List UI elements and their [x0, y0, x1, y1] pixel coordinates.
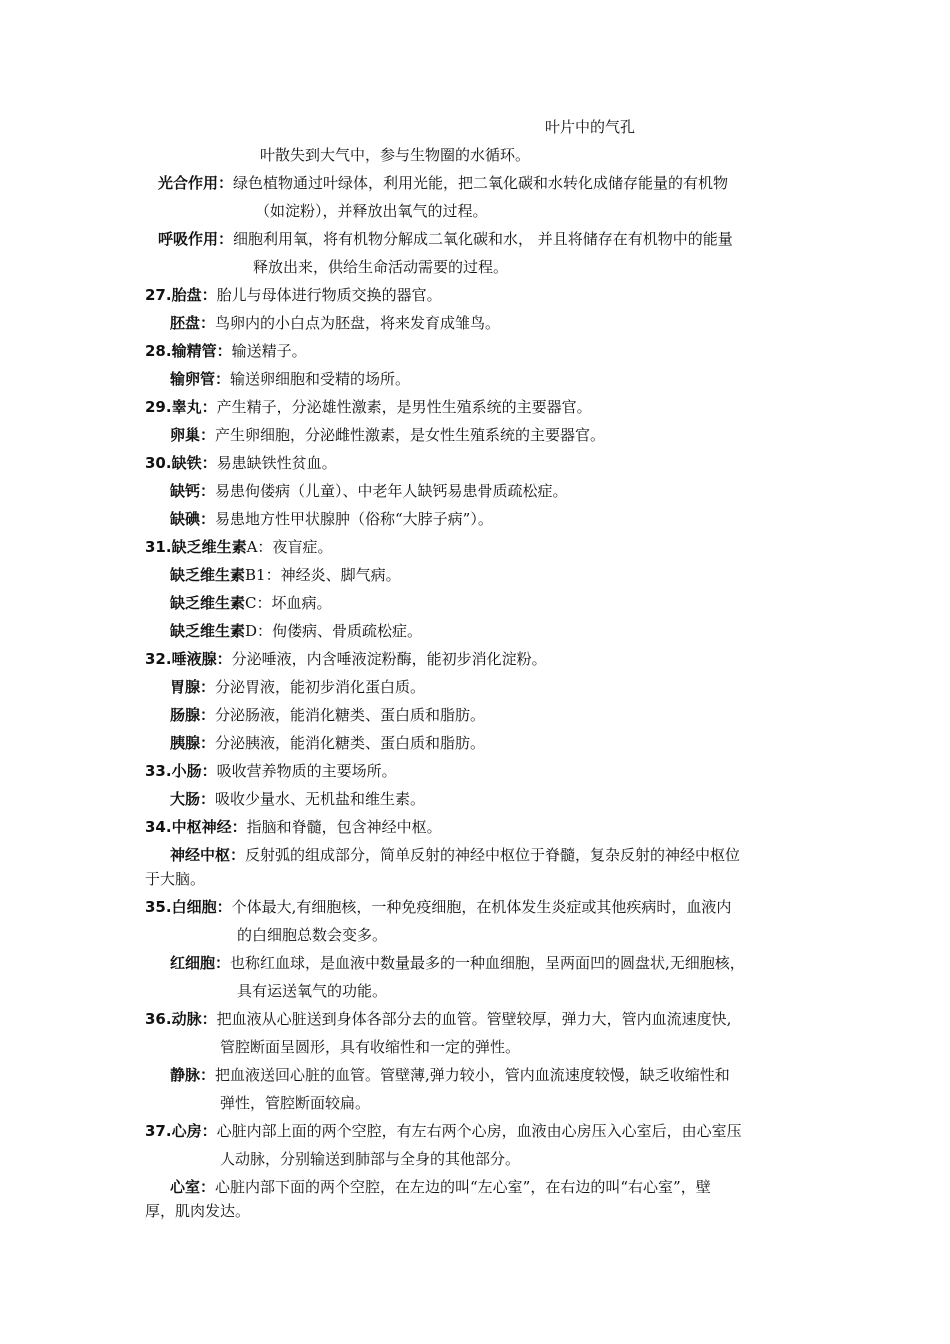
- entry-36a: [145, 1009, 731, 1029]
- entry-37b: [170, 1177, 711, 1197]
- definition-line: 厚，肌肉发达。: [145, 1202, 251, 1220]
- term-photosynthesis: 光合作用：: [158, 174, 234, 192]
- definition-line: 管腔断面呈圆形，具有收缩性和一定的弹性。: [220, 1038, 521, 1056]
- definition: 指脑和脊髓，包含神经中枢。: [246, 818, 442, 836]
- entry-number: 35.: [145, 898, 172, 916]
- entry-33b: [170, 789, 425, 809]
- term: 缺乏维生素: [170, 594, 246, 612]
- definition-line: 绿色植物通过叶绿体，利用光能，把二氧化碳和水转化成储存能量的有机物: [233, 174, 729, 192]
- definition: 吸收少量水、无机盐和维生素。: [215, 790, 426, 808]
- entry-number: 31.: [145, 538, 172, 556]
- definition-line: 把血液从心脏送到身体各部分去的血管。管壁较厚，弹力大，管内血流速度快,: [216, 1010, 732, 1028]
- entry-30a: [145, 453, 337, 473]
- definition: 吸收营养物质的主要场所。: [216, 762, 397, 780]
- definition: 易患佝偻病（儿童）、中老年人缺钙易患骨质疏松症。: [215, 482, 568, 500]
- entry-28a: [145, 341, 307, 361]
- term: 缺乏维生素: [170, 566, 246, 584]
- entry-number: 37.: [145, 1122, 172, 1140]
- entry-30b: [170, 481, 568, 501]
- figure-caption: 叶片中的气孔: [545, 118, 636, 136]
- entry-27a: [145, 285, 442, 305]
- term: 睾丸：: [171, 398, 217, 416]
- term: 胰腺：: [170, 734, 216, 752]
- definition: 鸟卵内的小白点为胚盘，将来发育成雏鸟。: [215, 314, 501, 332]
- definition-line: 释放出来，供给生命活动需要的过程。: [253, 258, 509, 276]
- definition: 夜盲症。: [272, 538, 333, 556]
- definition-line: （如淀粉），并释放出氧气的过程。: [255, 202, 488, 220]
- entry-34b: [170, 845, 740, 865]
- term: 缺碘：: [170, 510, 216, 528]
- entry-37a: [145, 1121, 742, 1141]
- term: 缺钙：: [170, 482, 216, 500]
- entry-32a: [145, 649, 547, 669]
- entry-35a: [145, 897, 731, 917]
- term: 输精管：: [171, 342, 232, 360]
- definition: 产生卵细胞，分泌雌性激素，是女性生殖系统的主要器官。: [215, 426, 606, 444]
- definition-line: 具有运送氧气的功能。: [237, 982, 388, 1000]
- term: 胃腺：: [170, 678, 216, 696]
- term: 胚盘：: [170, 314, 216, 332]
- entry-31a: [145, 537, 332, 557]
- term: 静脉：: [170, 1066, 216, 1084]
- definition-line: 细胞利用氧，将有机物分解成二氧化碳和水， 并且将储存在有机物中的能量: [233, 230, 733, 248]
- vitamin-code: A：: [246, 538, 273, 556]
- term: 小肠：: [171, 762, 217, 780]
- entry-28b: [170, 369, 410, 389]
- term: 心室：: [170, 1178, 216, 1196]
- definition-line: 个体最大,有细胞核，一种免疫细胞，在机体发生炎症或其他疾病时，血液内: [231, 898, 732, 916]
- vitamin-code: B1：: [245, 566, 281, 584]
- entry-33a: [145, 761, 397, 781]
- entry-35b: [170, 953, 745, 973]
- entry-30c: [170, 509, 493, 529]
- term: 红细胞：: [170, 954, 231, 972]
- definition: 产生精子，分泌雄性激素，是男性生殖系统的主要器官。: [216, 398, 592, 416]
- entry-31b: [170, 565, 401, 585]
- term: 缺铁：: [171, 454, 217, 472]
- term-respiration: 呼吸作用：: [158, 230, 234, 248]
- definition-line: 心脏内部下面的两个空腔，在左边的叫“左心室”，在右边的叫“右心室”，壁: [215, 1178, 711, 1196]
- entry-31d: [170, 621, 422, 641]
- term: 心房：: [171, 1122, 217, 1140]
- definition: 分泌胰液，能消化糖类、蛋白质和脂肪。: [215, 734, 486, 752]
- term: 肠腺：: [170, 706, 216, 724]
- entry-number: 33.: [145, 762, 172, 780]
- entry-34a: [145, 817, 442, 837]
- term: 缺乏维生素: [170, 622, 246, 640]
- entry-respiration: [158, 229, 733, 249]
- term: 胎盘：: [171, 286, 217, 304]
- entry-number: 32.: [145, 650, 172, 668]
- definition: 神经炎、脚气病。: [280, 566, 401, 584]
- entry-number: 30.: [145, 454, 172, 472]
- entry-29b: [170, 425, 605, 445]
- entry-36b: [170, 1065, 730, 1085]
- entry-32b: [170, 677, 425, 697]
- entry-number: 28.: [145, 342, 172, 360]
- entry-number: 34.: [145, 818, 172, 836]
- entry-32d: [170, 733, 485, 753]
- term: 输卵管：: [170, 370, 231, 388]
- entry-31c: [170, 593, 332, 613]
- vitamin-code: C：: [245, 594, 272, 612]
- definition-line: 的白细胞总数会变多。: [237, 926, 388, 944]
- entry-number: 27.: [145, 286, 172, 304]
- definition: 输送精子。: [231, 342, 307, 360]
- entry-32c: [170, 705, 485, 725]
- definition: 坏血病。: [271, 594, 332, 612]
- term: 大肠：: [170, 790, 216, 808]
- definition: 分泌肠液，能消化糖类、蛋白质和脂肪。: [215, 706, 486, 724]
- term: 唾液腺：: [171, 650, 232, 668]
- definition: 分泌胃液，能初步消化蛋白质。: [215, 678, 426, 696]
- definition: 佝偻病、骨质疏松症。: [272, 622, 423, 640]
- definition: 分泌唾液，内含唾液淀粉酶，能初步消化淀粉。: [231, 650, 547, 668]
- definition-line: 人动脉，分别输送到肺部与全身的其他部分。: [220, 1150, 521, 1168]
- term: 神经中枢：: [170, 846, 246, 864]
- definition-line: 反射弧的组成部分，简单反射的神经中枢位于脊髓，复杂反射的神经中枢位: [245, 846, 741, 864]
- definition-line: 弹性，管腔断面较扁。: [220, 1094, 371, 1112]
- definition: 输送卵细胞和受精的场所。: [230, 370, 411, 388]
- continued-text: 叶散失到大气中，参与生物圈的水循环。: [260, 146, 531, 164]
- definition: 易患地方性甲状腺肿（俗称“大脖子病”）。: [215, 510, 493, 528]
- term: 缺乏维生素: [171, 538, 247, 556]
- definition: 胎儿与母体进行物质交换的器官。: [216, 286, 442, 304]
- definition-line: 把血液送回心脏的血管。管壁薄,弹力较小，管内血流速度较慢，缺乏收缩性和: [215, 1066, 730, 1084]
- entry-27b: [170, 313, 500, 333]
- entry-photosynthesis: [158, 173, 728, 193]
- definition-line: 于大脑。: [145, 870, 206, 888]
- definition: 易患缺铁性贫血。: [216, 454, 337, 472]
- term: 动脉：: [171, 1010, 217, 1028]
- vitamin-code: D：: [245, 622, 273, 640]
- entry-29a: [145, 397, 592, 417]
- term: 卵巢：: [170, 426, 216, 444]
- entry-number: 36.: [145, 1010, 172, 1028]
- definition-line: 心脏内部上面的两个空腔，有左右两个心房，血液由心房压入心室后，由心室压: [216, 1122, 742, 1140]
- term: 中枢神经：: [171, 818, 247, 836]
- definition-line: 也称红血球，是血液中数量最多的一种血细胞，呈两面凹的圆盘状,无细胞核，: [230, 954, 745, 972]
- term: 白细胞：: [171, 898, 232, 916]
- entry-number: 29.: [145, 398, 172, 416]
